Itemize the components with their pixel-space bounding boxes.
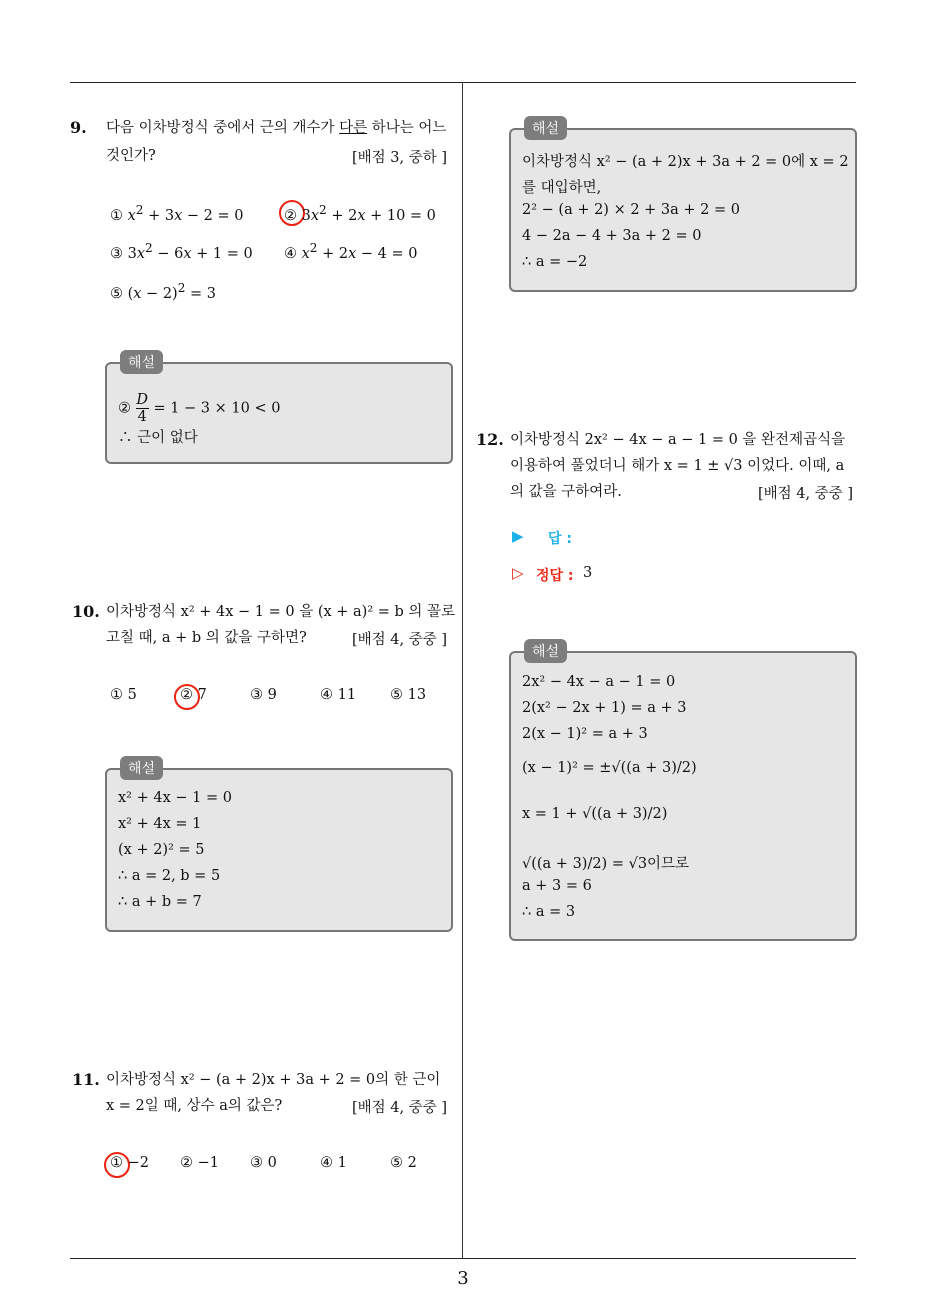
q11-choice-5[interactable]: ⑤ 2 bbox=[390, 1155, 417, 1171]
q9-choice-4[interactable]: ④ $x^2 + 2x - 4 = 0$ bbox=[284, 241, 418, 262]
q12-sol-line1: 2x² − 4x − a − 1 = 0 bbox=[522, 674, 676, 690]
q12-sol-line4: (x − 1)² = ±√((a + 3)/2) bbox=[522, 760, 697, 776]
column-divider bbox=[462, 82, 463, 1258]
q9-line2: 것인가? bbox=[106, 148, 156, 164]
q11-sol-line1: 이차방정식 x² − (a + 2)x + 3a + 2 = 0에 x = 2 bbox=[522, 154, 849, 170]
q12-correct-label: 정답 : bbox=[536, 568, 574, 584]
q10-choice-2[interactable]: ② 7 bbox=[180, 687, 207, 703]
q11-line2: x = 2일 때, 상수 a의 값은? bbox=[106, 1098, 283, 1114]
q12-answer-prompt: 답 : bbox=[548, 531, 572, 547]
q11-choice-2[interactable]: ② −1 bbox=[180, 1155, 219, 1171]
q11-choice-4[interactable]: ④ 1 bbox=[320, 1155, 347, 1171]
q9-number: 9. bbox=[70, 118, 87, 137]
q11-sol-line5: ∴ a = −2 bbox=[522, 254, 588, 270]
q12-number: 12. bbox=[476, 430, 504, 449]
top-rule bbox=[70, 82, 856, 83]
correct-arrow-icon: ▷ bbox=[512, 564, 524, 582]
q12-sol-line5: x = 1 + √((a + 3)/2) bbox=[522, 806, 668, 822]
q9-sol-line1: ② $\frac{D}{4} = 1 - 3 \times 10 < 0$ bbox=[118, 392, 281, 425]
q12-solution-box bbox=[509, 651, 857, 941]
q11-sol-line4: 4 − 2a − 4 + 3a + 2 = 0 bbox=[522, 228, 702, 244]
q10-sol-line4: ∴ a = 2, b = 5 bbox=[118, 868, 221, 884]
q11-line1: 이차방정식 x² − (a + 2)x + 3a + 2 = 0의 한 근이 bbox=[106, 1072, 441, 1088]
q10-sol-line3: (x + 2)² = 5 bbox=[118, 842, 205, 858]
q10-choice-4[interactable]: ④ 11 bbox=[320, 687, 357, 703]
q11-score: [배점 4, 중중 ] bbox=[352, 1100, 448, 1116]
q11-sol-line3: 2² − (a + 2) × 2 + 3a + 2 = 0 bbox=[522, 202, 740, 218]
q12-sol-line7: a + 3 = 6 bbox=[522, 878, 592, 894]
q12-sol-line3: 2(x − 1)² = a + 3 bbox=[522, 726, 648, 742]
q10-number: 10. bbox=[72, 602, 100, 621]
q10-choice-1[interactable]: ① 5 bbox=[110, 687, 137, 703]
q10-score: [배점 4, 중중 ] bbox=[352, 632, 448, 648]
q9-choice-3[interactable]: ③ $3x^2 - 6x + 1 = 0$ bbox=[110, 241, 253, 262]
q10-choice-5[interactable]: ⑤ 13 bbox=[390, 687, 427, 703]
q9-solution-tag: 해설 bbox=[120, 350, 163, 374]
q10-choice-3[interactable]: ③ 9 bbox=[250, 687, 277, 703]
q11-sol-line2: 를 대입하면, bbox=[522, 180, 602, 196]
q9-score: [배점 3, 중하 ] bbox=[352, 150, 448, 166]
q12-solution-tag: 해설 bbox=[524, 639, 567, 663]
q10-solution-tag: 해설 bbox=[120, 756, 163, 780]
q10-line2: 고칠 때, a + b 의 값을 구하면? bbox=[106, 630, 307, 646]
q11-choice-1[interactable]: ① −2 bbox=[110, 1155, 149, 1171]
q12-line2: 이용하여 풀었더니 해가 x = 1 ± √3 이었다. 이때, a bbox=[510, 458, 845, 474]
q12-sol-line6: √((a + 3)/2) = √3이므로 bbox=[522, 856, 690, 872]
q10-line1: 이차방정식 x² + 4x − 1 = 0 을 (x + a)² = b 의 꼴로 bbox=[106, 604, 456, 620]
q12-score: [배점 4, 중중 ] bbox=[758, 486, 854, 502]
q12-sol-line2: 2(x² − 2x + 1) = a + 3 bbox=[522, 700, 687, 716]
q12-line1: 이차방정식 2x² − 4x − a − 1 = 0 을 완전제곱식을 bbox=[510, 432, 846, 448]
q12-sol-line8: ∴ a = 3 bbox=[522, 904, 576, 920]
q12-correct-value: 3 bbox=[583, 565, 593, 581]
q10-sol-line2: x² + 4x = 1 bbox=[118, 816, 202, 832]
answer-arrow-icon: ▶ bbox=[512, 527, 524, 545]
q12-line3: 의 값을 구하여라. bbox=[510, 484, 622, 500]
q11-number: 11. bbox=[72, 1070, 100, 1089]
bottom-rule bbox=[70, 1258, 856, 1259]
q9-choice-1[interactable]: ① $x^2 + 3x - 2 = 0$ bbox=[110, 203, 244, 224]
q11-solution-tag: 해설 bbox=[524, 116, 567, 140]
q9-line1: 다음 이차방정식 중에서 근의 개수가 다른 하나는 어느 bbox=[106, 120, 447, 136]
q9-choice-2[interactable]: ② $3x^2 + 2x + 10 = 0$ bbox=[284, 203, 436, 224]
q10-sol-line5: ∴ a + b = 7 bbox=[118, 894, 202, 910]
q9-sol-line2: ∴ 근이 없다 bbox=[118, 430, 198, 446]
page-number: 3 bbox=[457, 1268, 469, 1289]
q9-choice-5[interactable]: ⑤ $(x - 2)^2 = 3$ bbox=[110, 281, 216, 302]
q11-choice-3[interactable]: ③ 0 bbox=[250, 1155, 277, 1171]
q10-sol-line1: x² + 4x − 1 = 0 bbox=[118, 790, 232, 806]
